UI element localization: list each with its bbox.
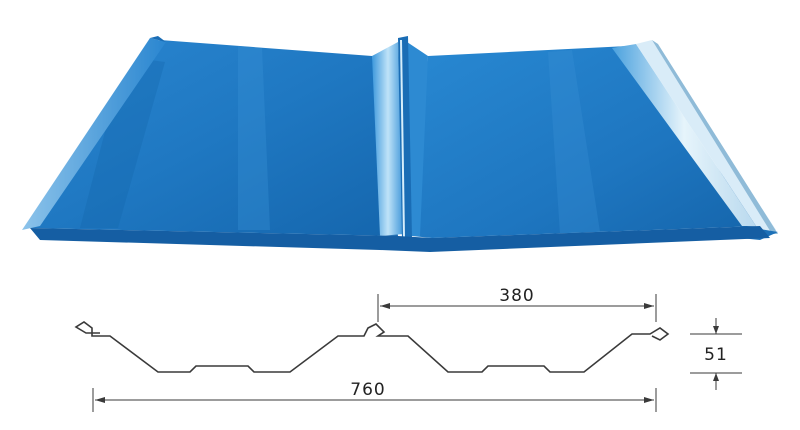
dim-51-label: 51 xyxy=(704,345,728,365)
roof-sheet-illustration xyxy=(22,36,778,252)
dim-380-arrow-right xyxy=(644,303,654,309)
dim-380-arrow-left xyxy=(380,303,390,309)
dim-380-label: 380 xyxy=(499,286,535,306)
cross-section-profile xyxy=(76,322,668,372)
dim-51-arrow-bottom xyxy=(713,373,719,381)
profile-line xyxy=(76,322,668,372)
dimension-cover-width xyxy=(93,380,656,412)
dim-760-arrow-right xyxy=(644,397,654,403)
dim-51-arrow-top xyxy=(713,326,719,334)
dimension-rib-height xyxy=(690,318,742,390)
dim-760-arrow-left xyxy=(95,397,105,403)
dimension-rib-spacing xyxy=(378,286,656,322)
dim-760-label: 760 xyxy=(350,380,386,400)
